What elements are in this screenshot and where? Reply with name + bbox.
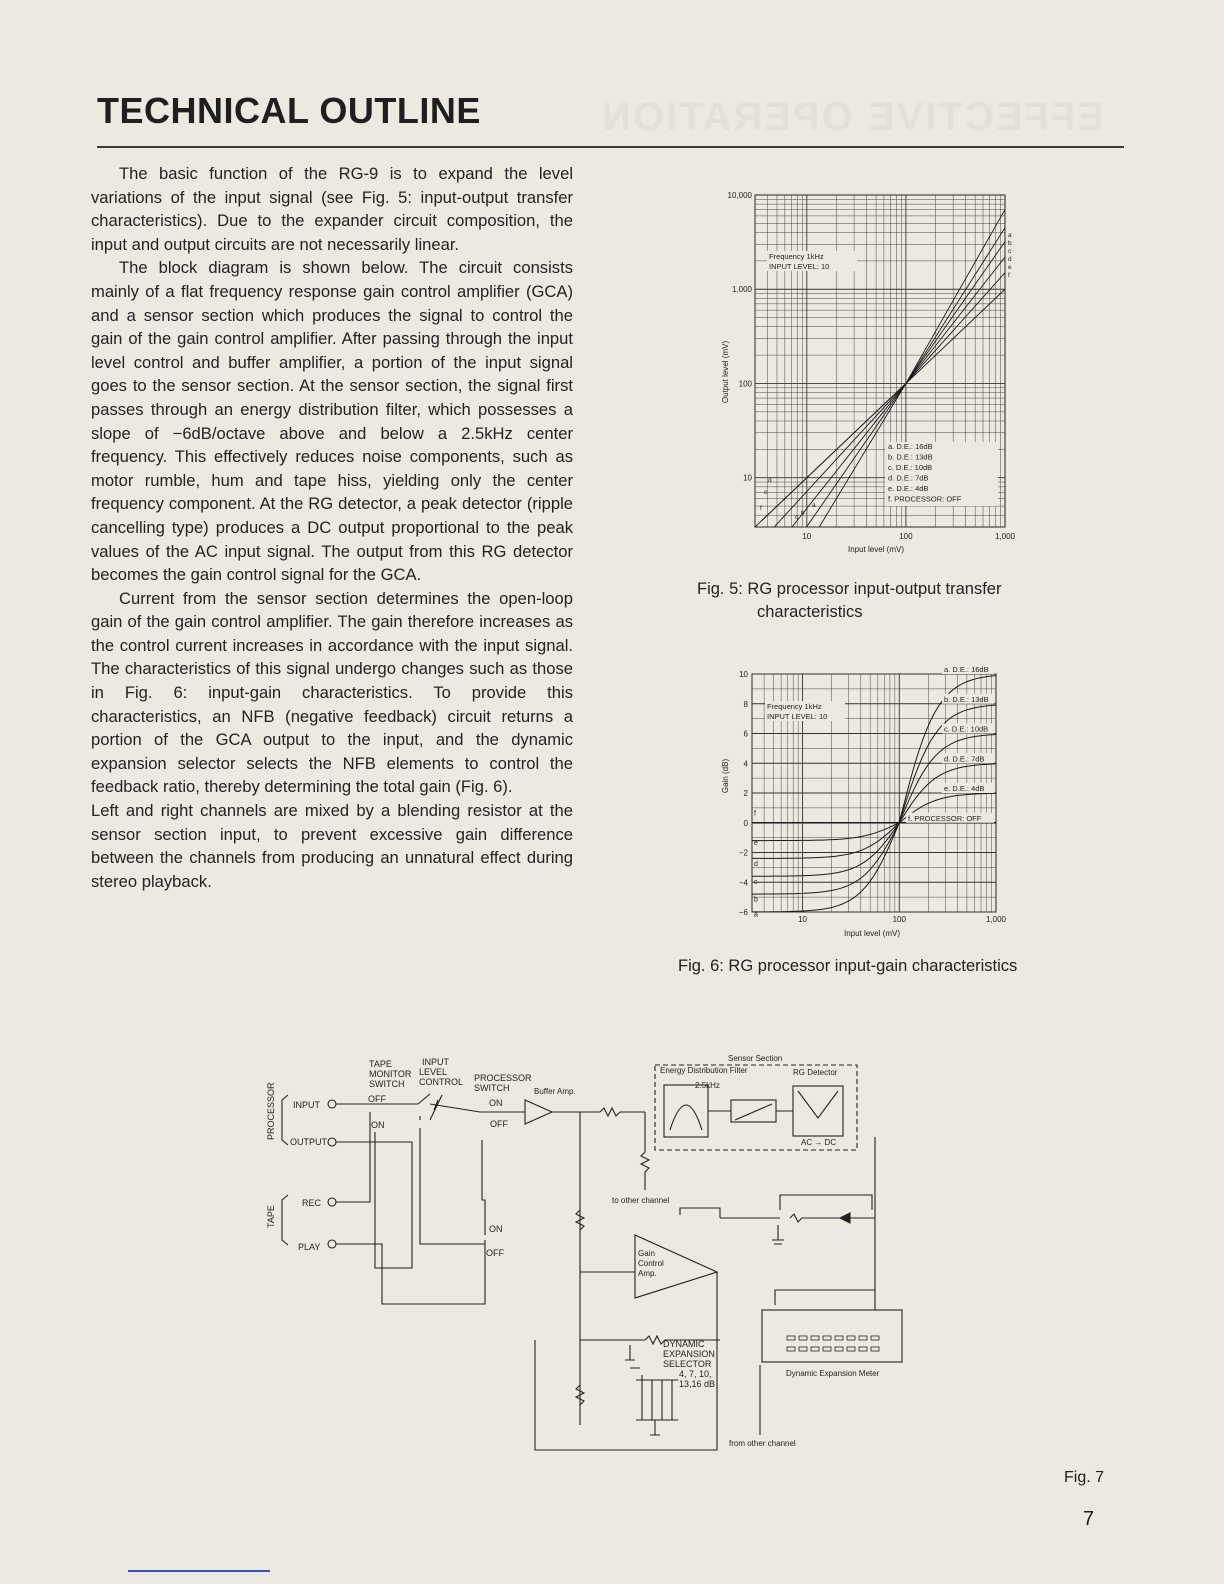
fig5-annotation bbox=[767, 251, 857, 271]
fig5-right-label-d: d bbox=[1008, 256, 1012, 263]
diagram-sensor-section: Sensor Section bbox=[728, 1054, 783, 1063]
fig5-legend-item: b. D.E.: 13dB bbox=[888, 452, 933, 462]
fig5-legend-item: f. PROCESSOR: OFF bbox=[888, 494, 962, 504]
fig5-low-label-e: e bbox=[764, 489, 768, 496]
diagram-tape-monitor-1: TAPE bbox=[369, 1059, 392, 1069]
diagram-rec-label: REC bbox=[302, 1198, 322, 1208]
fig6-left-label-f: f bbox=[754, 810, 756, 818]
fig5-y-ticks bbox=[728, 191, 753, 483]
fig6-ytick: 0 bbox=[743, 818, 748, 828]
body-text bbox=[91, 162, 573, 893]
fig5-series-b bbox=[772, 228, 1005, 562]
fig5-annotation-line: Frequency 1kHz bbox=[769, 252, 824, 261]
fig6-annotation-line: INPUT LEVEL: 10 bbox=[767, 712, 828, 721]
diagram-level-control-1: INPUT bbox=[422, 1057, 449, 1067]
fig6-left-label-d: d bbox=[754, 860, 758, 868]
fig6-legend-item: d. D.E.: 7dB bbox=[944, 754, 985, 764]
fig5-x-ticks bbox=[802, 532, 1015, 541]
fig6-legend-item: c. D.E.: 10dB bbox=[944, 724, 989, 734]
fig5-series-c bbox=[769, 242, 1005, 556]
diagram-level-control-3: CONTROL bbox=[419, 1077, 464, 1087]
page-number: 7 bbox=[1083, 1508, 1095, 1530]
diagram-from-other-channel: from other channel bbox=[729, 1439, 796, 1448]
fig5-low-label-b: b bbox=[801, 510, 805, 517]
fig5-right-label-a: a bbox=[1008, 232, 1012, 239]
diagram-input-label: INPUT bbox=[293, 1100, 320, 1110]
diagram-ac-dc: AC → DC bbox=[801, 1138, 837, 1147]
fig6-x-axis-label: Input level (mV) bbox=[843, 929, 901, 938]
fig6-xtick: 1,000 bbox=[985, 915, 1007, 924]
fig5-right-label-f: f bbox=[1008, 272, 1010, 279]
diagram-tape-monitor-2: MONITOR bbox=[369, 1069, 412, 1079]
diagram-gca-3: Amp. bbox=[638, 1269, 657, 1278]
fig5-ytick: 1,000 bbox=[731, 285, 752, 295]
fig6-xtick: 10 bbox=[798, 915, 808, 924]
diagram-processor-switch-1: PROCESSOR bbox=[474, 1073, 532, 1083]
fig6-left-label-a: a bbox=[754, 911, 758, 919]
fig5-caption-line-1: Fig. 5: RG processor input-output transfer bbox=[697, 580, 1002, 598]
diagram-output-label: OUTPUT bbox=[290, 1137, 327, 1147]
fig6-ytick: 4 bbox=[743, 759, 748, 769]
fig5-xtick: 10 bbox=[802, 532, 812, 541]
blue-line-mark bbox=[128, 1570, 270, 1572]
diagram-selector-1: DYNAMIC bbox=[663, 1339, 705, 1349]
fig5-right-label-e: e bbox=[1008, 264, 1012, 271]
fig5-low-label-d: d bbox=[768, 477, 772, 484]
fig6-ytick: 8 bbox=[743, 699, 748, 709]
paragraph-1: The basic function of the RG-9 is to expand the level variations of the input signal (see Fig. 5: input-output transfer characteristics). Due to the expander circuit composition, the input and output circuits are not necessarily linear. bbox=[91, 164, 573, 254]
page-title: TECHNICAL OUTLINE bbox=[97, 90, 481, 131]
fig5-xtick: 1,000 bbox=[994, 532, 1016, 541]
diagram-meter-label: Dynamic Expansion Meter bbox=[786, 1369, 880, 1378]
fig6-left-label-b: b bbox=[754, 896, 758, 904]
fig6-y-ticks bbox=[739, 670, 749, 917]
fig7-block-diagram bbox=[250, 1040, 930, 1460]
diagram-selector-5: 13,16 dB bbox=[679, 1379, 716, 1389]
diagram-buffer-amp: Buffer Amp. bbox=[534, 1087, 576, 1096]
fig5-legend-item: a. D.E.: 16dB bbox=[888, 442, 933, 451]
fig7-label: Fig. 7 bbox=[1064, 1469, 1105, 1486]
diagram-rg-detector: RG Detector bbox=[793, 1068, 838, 1077]
diagram-play-label: PLAY bbox=[298, 1242, 321, 1252]
paragraph-2: The block diagram is shown below. The circuit consists mainly of a flat frequency response gain control amplifier (GCA) and a sensor section which produces the signal to control the gain of the gain control amplifier. After passing through the input level control and buffer amplifier, a portion of the input signal goes to the sensor section. At the sensor section, the signal first passes through an energy distribution filter, which possesses a slope of −6dB/octave above and below a 2.5kHz center frequency. This effectively reduces noise components, such as motor rumble, hum and tape hiss, yielding only the center frequency component. At the RG detector, a peak detector (ripple cancelling type) produces a DC output proportional to the peak values of the AC input signal. The output from this RG detector becomes the gain control signal for the GCA. bbox=[91, 258, 573, 585]
diagram-on-2: ON bbox=[489, 1098, 503, 1108]
fig6-legend-item: a. D.E.: 16dB bbox=[944, 665, 989, 674]
diagram-energy-filter: Energy Distribution Filter bbox=[660, 1066, 748, 1075]
diagram-processor-side: PROCESSOR bbox=[266, 1082, 276, 1140]
diagram-filter-freq: 2.5kHz bbox=[695, 1081, 720, 1090]
title-rule bbox=[97, 146, 1124, 148]
fig5-low-label-c: c bbox=[795, 514, 799, 521]
fig6-ytick: 6 bbox=[743, 729, 748, 739]
fig6-ytick: 10 bbox=[739, 670, 748, 679]
diagram-tape-monitor-3: SWITCH bbox=[369, 1079, 405, 1089]
fig5-low-label-a: a bbox=[812, 502, 816, 509]
fig6-left-labels bbox=[754, 810, 758, 918]
fig5-legend bbox=[760, 442, 998, 521]
fig6-y-axis-label: Gain (dB) bbox=[721, 758, 730, 794]
diagram-gca-2: Control bbox=[638, 1259, 664, 1268]
fig6-left-label-c: c bbox=[754, 878, 758, 886]
fig6-annotation bbox=[765, 701, 845, 721]
diagram-off-2: OFF bbox=[490, 1119, 508, 1129]
diagram-off-1: OFF bbox=[368, 1094, 386, 1104]
fig5-ytick: 10 bbox=[743, 473, 752, 483]
paragraph-3: Current from the sensor section determines the open-loop gain of the gain control amplifier. The gain therefore increases as the control current increases in accordance with the input signal. The characteristics of this signal undergo changes such as those in Fig. 6: input-gain characteristics. To provide this characteristics, an NFB (negative feedback) circuit returns a portion of the GCA output to the input, and the dynamic expansion selector selects the NFB elements to control the feedback ratio, thereby determining the total gain (Fig. 6). bbox=[91, 588, 573, 797]
diagram-gca-1: Gain bbox=[638, 1249, 655, 1258]
diagram-processor-switch-2: SWITCH bbox=[474, 1083, 510, 1093]
diagram-on-1: ON bbox=[371, 1120, 385, 1130]
fig5-ytick: 100 bbox=[738, 379, 752, 389]
fig5-annotation-line: INPUT LEVEL: 10 bbox=[769, 262, 830, 271]
fig5-y-axis-label: Output level (mV) bbox=[721, 340, 730, 404]
fig5-ytick: 10,000 bbox=[727, 191, 752, 200]
fig5-chart bbox=[700, 182, 1030, 562]
fig6-legend-item: f. PROCESSOR: OFF bbox=[908, 813, 982, 823]
diagram-tape-side: TAPE bbox=[266, 1205, 276, 1228]
diagram-selector-4: 4, 7, 10, bbox=[679, 1369, 712, 1379]
fig6-annotation-line: Frequency 1kHz bbox=[767, 702, 822, 711]
fig6-caption: Fig. 6: RG processor input-gain characteristics bbox=[678, 957, 1018, 975]
diagram-to-other-channel: to other channel bbox=[612, 1196, 670, 1205]
fig6-left-label-e: e bbox=[754, 840, 758, 848]
diagram-on-3: ON bbox=[489, 1224, 503, 1234]
paragraph-4: Left and right channels are mixed by a blending resistor at the sensor section input, to prevent excessive gain difference between the channels from producing an unnatural effect during stereo playback. bbox=[91, 801, 573, 891]
fig5-right-label-c: c bbox=[1008, 248, 1012, 255]
fig6-ytick: −2 bbox=[738, 848, 748, 858]
fig5-low-label-f: f bbox=[760, 505, 762, 512]
fig6-x-ticks bbox=[798, 915, 1006, 924]
fig5-legend-item: c. D.E.: 10dB bbox=[888, 463, 933, 472]
fig5-legend-item: d. D.E.: 7dB bbox=[888, 473, 929, 483]
fig5-legend-item: e. D.E.: 4dB bbox=[888, 484, 929, 493]
diagram-off-3: OFF bbox=[486, 1248, 504, 1258]
fig5-right-label-b: b bbox=[1008, 240, 1012, 247]
fig6-ytick: −4 bbox=[738, 878, 748, 888]
fig6-legend-item: b. D.E.: 13dB bbox=[944, 694, 989, 704]
diagram-level-control-2: LEVEL bbox=[419, 1067, 448, 1077]
fig6-xtick: 100 bbox=[892, 915, 906, 924]
fig6-chart bbox=[700, 664, 1030, 946]
diagram-selector-2: EXPANSION bbox=[663, 1349, 715, 1359]
fig5-xtick: 100 bbox=[899, 532, 913, 541]
diagram-selector-3: SELECTOR bbox=[663, 1359, 712, 1369]
fig5-caption-line-2: characteristics bbox=[757, 603, 863, 621]
bleed-through-heading: EFFECTIVE OPERATION bbox=[600, 95, 1104, 139]
fig6-ytick: 2 bbox=[743, 789, 748, 798]
fig6-legend-item: e. D.E.: 4dB bbox=[944, 784, 985, 793]
fig6-ytick: −6 bbox=[738, 908, 748, 917]
fig5-x-axis-label: Input level (mV) bbox=[847, 545, 905, 554]
